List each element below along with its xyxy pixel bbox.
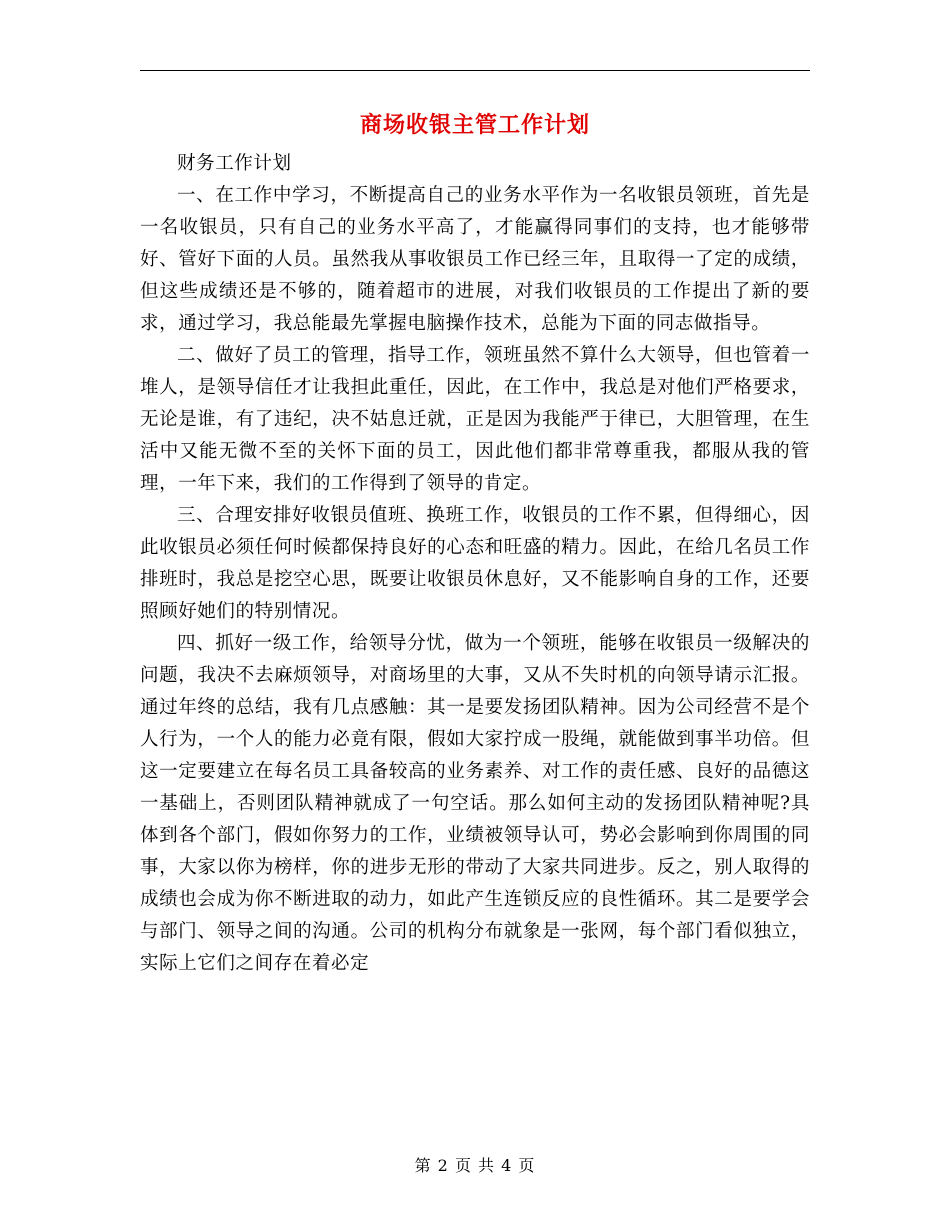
paragraph-heading: 财务工作计划 xyxy=(177,153,292,174)
paragraph: 一、在工作中学习，不断提高自己的业务水平作为一名收银员领班，首先是一名收银员，只有自己的业务水平高了，才能赢得同事们的支持，也才能够带好、管好下面的人员。虽然我从事收银员工作已经三年，且取得一了定的成绩，但这些成绩还是不够的，随着超市的进展，对我们收银员的工作提出了新的要求，通过学习，我总能最先掌握电脑操作技术，总能为下面的同志做指导。 xyxy=(140,185,810,334)
paragraph: 三、合理安排好收银员值班、换班工作，收银员的工作不累，但得细心，因此收银员必须任何时候都保持良好的心态和旺盛的精力。因此，在给几名员工作排班时，我总是挖空心思，既要让收银员休息好，又不能影响自身的工作，还要照顾好她们的特别情况。 xyxy=(140,505,810,622)
document-title: 商场收银主管工作计划 xyxy=(359,112,590,138)
header-rule xyxy=(140,70,810,71)
document-body xyxy=(140,148,810,980)
paragraph: 二、做好了员工的管理，指导工作，领班虽然不算什么大领导，但也管着一堆人，是领导信任才让我担此重任，因此，在工作中，我总是对他们严格要求，无论是谁，有了违纪，决不姑息迁就，正是因为我能严于律已，大胆管理，在生活中又能无微不至的关怀下面的员工，因此他们都非常尊重我，都服从我的管理，一年下来，我们的工作得到了领导的肯定。 xyxy=(140,345,810,494)
page-number: 第 2 页 共 4 页 xyxy=(414,1156,536,1175)
paragraph: 四、抓好一级工作，给领导分忧，做为一个领班，能够在收银员一级解决的问题，我决不去麻烦领导，对商场里的大事，又从不失时机的向领导请示汇报。通过年终的总结，我有几点感触：其一是要发扬团队精神。因为公司经营不是个人行为，一个人的能力必竟有限，假如大家拧成一股绳，就能做到事半功倍。但这一定要建立在每名员工具备较高的业务素养、对工作的责任感、良好的品德这一基础上，否则团队精神就成了一句空话。那么如何主动的发扬团队精神呢?具体到各个部门，假如你努力的工作，业绩被领导认可，势必会影响到你周围的同事，大家以你为榜样，你的进步无形的带动了大家共同进步。反之，别人取得的成绩也会成为你不断进取的动力，如此产生连锁反应的良性循环。其二是要学会与部门、领导之间的沟通。公司的机构分布就象是一张网，每个部门看似独立，实际上它们之间存在着必定 xyxy=(140,633,810,974)
